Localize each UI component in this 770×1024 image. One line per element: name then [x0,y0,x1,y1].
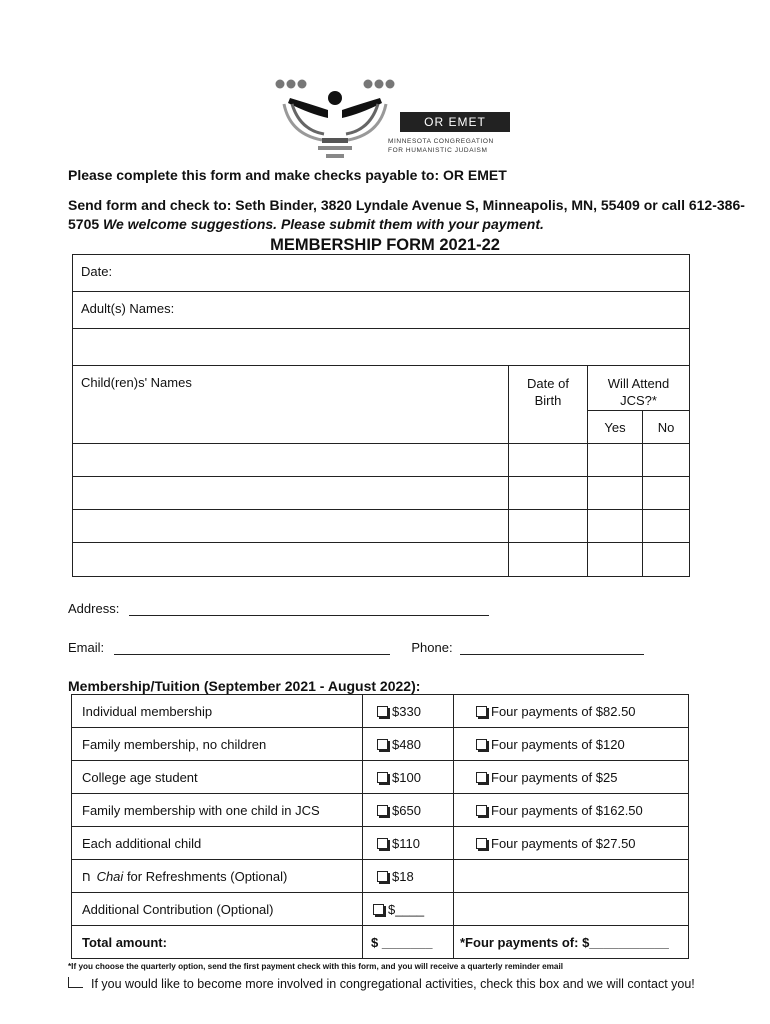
logo-subtitle-1: MINNESOTA CONGREGATION [388,138,494,145]
send-instructions [68,196,748,234]
membership-label: College age student [72,761,363,794]
checkbox-icon[interactable] [476,739,487,750]
payment-plan-cell[interactable] [454,728,689,761]
attend-header [588,366,690,411]
form-title: MEMBERSHIP FORM 2021-22 [270,236,500,254]
payment-plan: Four payments of $25 [491,769,618,785]
membership-section-title: Membership/Tuition (September 2021 - August 2022): [68,678,421,694]
checkbox-icon[interactable] [377,871,388,882]
payment-plan-cell[interactable] [454,695,689,728]
dob-label: Date of Birth [527,376,569,408]
attend-label: Will Attend JCS?* [607,376,670,408]
payment-plan: Four payments of $27.50 [491,835,636,851]
payment-plan-cell[interactable] [454,761,689,794]
logo-subtitle-2: FOR HUMANISTIC JUDAISM [388,147,488,154]
child-name-cell[interactable] [73,444,509,477]
payment-plan: Four payments of $82.50 [491,703,636,719]
child-dob-cell[interactable] [509,444,588,477]
checkbox-icon[interactable] [377,838,388,849]
membership-row [72,794,689,827]
additional-amount-cell[interactable] [363,893,454,926]
membership-amount-cell[interactable] [363,728,454,761]
membership-amount: $330 [392,703,421,719]
membership-label: Family membership with one child in JCS [72,794,363,827]
send-address-text: Send form and check to: Seth Binder, 3820 Lyndale Avenue S, Minneapolis, MN, 55409 or call 612-386-5705 [68,197,745,232]
child-name-cell[interactable] [73,543,509,577]
membership-label: Family membership, no children [72,728,363,761]
membership-amount-cell[interactable] [363,794,454,827]
child-yes-cell[interactable] [588,444,643,477]
membership-amount: $100 [392,769,421,785]
phone-field[interactable] [460,642,644,655]
checkbox-icon[interactable] [377,772,388,783]
empty-cell [454,893,689,926]
email-field[interactable] [114,642,390,655]
child-dob-cell[interactable] [509,510,588,543]
address-label: Address: [68,601,120,616]
membership-row [72,827,689,860]
dob-header [509,366,588,444]
child-no-cell[interactable] [643,444,690,477]
child-yes-cell[interactable] [588,543,643,577]
child-no-cell[interactable] [643,543,690,577]
yes-header: Yes [588,411,643,444]
logo-figure-icon [270,74,400,166]
membership-label: Individual membership [72,695,363,728]
adults-label: Adult(s) Names: [81,301,175,316]
checkbox-icon[interactable] [377,739,388,750]
quarterly-footnote: *If you choose the quarterly option, send the first payment check with this form, and you will receive a quarterly reminder email [68,962,564,971]
total-amount-field[interactable]: $ _______ [363,926,454,959]
membership-amount-cell[interactable] [363,761,454,794]
children-label: Child(ren)s' Names [81,375,192,390]
additional-label-cell: Additional Contribution (Optional) [72,893,363,926]
instructions-line: Please complete this form and make checks payable to: OR EMET [68,167,507,183]
email-label: Email: [68,640,105,655]
child-yes-cell[interactable] [588,477,643,510]
involvement-row [68,977,695,991]
child-name-cell[interactable] [73,477,509,510]
logo-badge: OR EMET [400,112,510,132]
adults-names-field-2[interactable] [73,329,690,366]
child-yes-cell[interactable] [588,510,643,543]
checkbox-icon[interactable] [476,805,487,816]
suggestions-text: We welcome suggestions. Please submit them with your payment. [103,216,544,232]
total-label: Total amount: [72,926,363,959]
date-label: Date: [81,264,113,279]
membership-row [72,695,689,728]
children-names-header [73,366,509,444]
address-row [68,601,489,616]
no-header: No [643,411,690,444]
involvement-text: If you would like to become more involved in congregational activities, check this box and we will contact you! [91,977,695,991]
email-phone-row [68,640,644,655]
membership-amount: $110 [392,835,420,851]
phone-label: Phone: [411,640,453,655]
chai-rest: for Refreshments (Optional) [126,868,288,884]
checkbox-icon[interactable] [377,805,388,816]
child-name-cell[interactable] [73,510,509,543]
adults-names-field[interactable] [73,292,690,329]
chai-symbol: ח [82,868,91,884]
empty-cell [454,860,689,893]
checkbox-icon[interactable] [377,706,388,717]
payment-plan-cell[interactable] [454,827,689,860]
address-field[interactable] [129,603,489,616]
checkbox-icon[interactable] [476,706,487,717]
checkbox-icon[interactable] [476,838,487,849]
membership-fee-table [71,694,689,959]
date-field[interactable] [73,255,690,292]
child-no-cell[interactable] [643,510,690,543]
membership-row [72,761,689,794]
involvement-checkbox[interactable] [68,977,83,988]
membership-amount: $480 [392,736,421,752]
organization-logo [270,74,530,166]
membership-row [72,728,689,761]
payment-plan: Four payments of $120 [491,736,625,752]
payment-plan: Four payments of $162.50 [491,802,643,818]
child-dob-cell[interactable] [509,543,588,577]
total-plan-field[interactable]: *Four payments of: $___________ [454,926,689,959]
child-dob-cell[interactable] [509,477,588,510]
child-no-cell[interactable] [643,477,690,510]
family-info-table [72,254,690,577]
chai-amount: $18 [392,868,414,884]
payment-plan-cell[interactable] [454,794,689,827]
membership-amount: $650 [392,802,421,818]
chai-word: Chai [96,868,124,884]
checkbox-icon[interactable] [476,772,487,783]
chai-label-cell [72,860,363,893]
chai-amount-cell[interactable] [363,860,454,893]
additional-amount: $____ [388,901,425,917]
checkbox-icon[interactable] [373,904,384,915]
membership-amount-cell[interactable] [363,827,454,860]
membership-label: Each additional child [72,827,363,860]
membership-amount-cell[interactable] [363,695,454,728]
